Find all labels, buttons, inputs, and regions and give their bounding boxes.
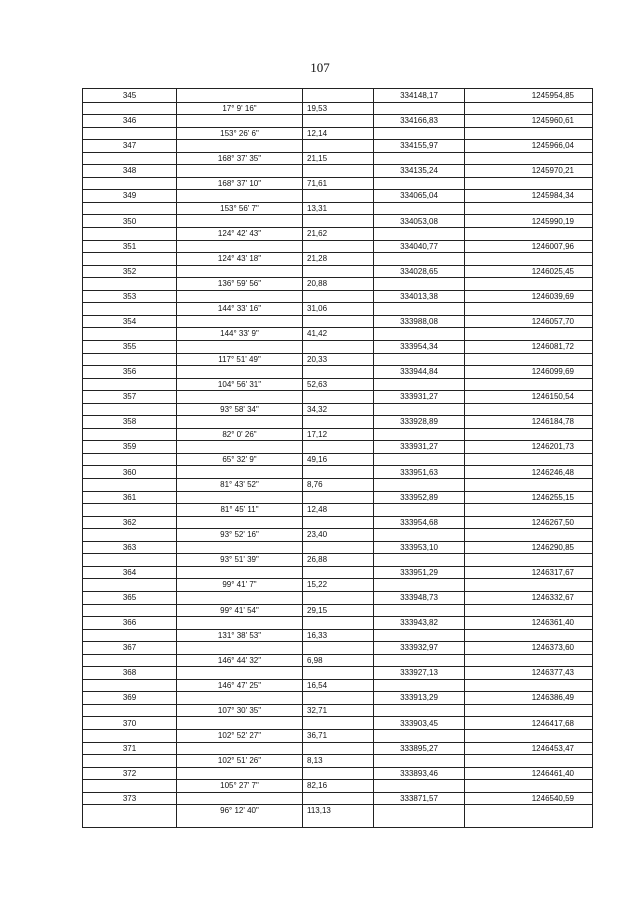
point-number: 356 xyxy=(122,367,137,377)
coordinate-y: 1246373,60 xyxy=(531,643,574,653)
row-divider xyxy=(83,604,592,605)
row-divider xyxy=(83,729,592,730)
point-number: 358 xyxy=(122,417,137,427)
row-divider xyxy=(83,528,592,529)
direction-angle: 136° 59' 56" xyxy=(217,279,262,289)
row-divider xyxy=(83,453,592,454)
row-divider xyxy=(83,804,592,805)
coordinate-y: 1246150,54 xyxy=(531,392,574,402)
direction-angle: 168° 37' 35" xyxy=(217,153,262,163)
point-number: 357 xyxy=(122,392,137,402)
segment-length: 71,61 xyxy=(307,178,328,188)
coordinate-x: 333954,68 xyxy=(400,517,438,527)
direction-angle: 124° 42' 43" xyxy=(217,229,262,238)
coordinate-y: 1246417,68 xyxy=(531,718,574,728)
direction-angle: 124° 43' 18" xyxy=(217,254,262,264)
coordinate-x: 333944,84 xyxy=(400,367,438,377)
table-row xyxy=(83,566,592,591)
segment-length: 15,22 xyxy=(307,580,328,590)
coordinate-y: 1246081,72 xyxy=(531,342,574,351)
coordinate-y: 1246453,47 xyxy=(531,743,574,753)
segment-length: 16,33 xyxy=(307,630,328,640)
table-row xyxy=(83,114,592,139)
row-divider xyxy=(83,252,592,253)
point-number: 373 xyxy=(122,793,137,803)
row-divider xyxy=(83,353,592,354)
segment-length: 29,15 xyxy=(307,605,328,615)
row-divider xyxy=(83,503,592,504)
coordinate-y: 1246377,43 xyxy=(531,668,574,678)
row-divider xyxy=(83,553,592,554)
direction-angle: 153° 56' 7" xyxy=(220,203,259,213)
row-divider xyxy=(83,578,592,579)
coordinate-y: 1246540,59 xyxy=(531,793,574,803)
coordinate-x: 333951,63 xyxy=(400,467,438,477)
row-divider xyxy=(83,704,592,705)
row-divider xyxy=(83,478,592,479)
direction-angle: 93° 58' 34" xyxy=(220,404,259,414)
coordinate-x: 334148,17 xyxy=(400,91,438,100)
coordinate-y: 1246332,67 xyxy=(531,593,574,602)
coordinate-y: 1246201,73 xyxy=(531,442,574,452)
point-number: 370 xyxy=(122,718,137,728)
point-number: 349 xyxy=(122,191,137,201)
segment-length: 6,98 xyxy=(307,655,323,665)
coordinate-y: 1246025,45 xyxy=(531,266,574,276)
table-row xyxy=(83,591,592,616)
direction-angle: 105° 27' 7" xyxy=(220,781,259,791)
segment-length: 113,13 xyxy=(307,806,331,816)
page-number: 107 xyxy=(310,60,330,75)
coordinate-y: 1245970,21 xyxy=(531,166,574,176)
segment-length: 12,48 xyxy=(307,505,328,515)
segment-length: 31,06 xyxy=(307,304,328,314)
segment-length: 13,31 xyxy=(307,203,328,213)
coordinate-x: 334065,04 xyxy=(400,191,438,201)
direction-angle: 102° 51' 26" xyxy=(217,756,262,766)
segment-length: 17,12 xyxy=(307,429,328,439)
row-divider xyxy=(83,177,592,178)
segment-length: 8,76 xyxy=(307,480,323,489)
segment-length: 8,13 xyxy=(307,756,323,766)
table-row xyxy=(83,415,592,440)
coordinate-x: 333871,57 xyxy=(400,793,438,803)
direction-angle: 81° 43' 52" xyxy=(220,480,259,489)
table-row xyxy=(83,641,592,666)
coordinate-y: 1245960,61 xyxy=(531,116,574,126)
point-number: 363 xyxy=(122,542,137,552)
segment-length: 32,71 xyxy=(307,705,328,715)
row-divider xyxy=(83,327,592,328)
direction-angle: 144° 33' 9" xyxy=(220,329,259,339)
coordinate-y: 1246184,78 xyxy=(531,417,574,427)
row-divider xyxy=(83,629,592,630)
direction-angle: 131° 38' 53" xyxy=(217,630,262,640)
direction-angle: 99° 41' 54" xyxy=(220,605,259,615)
coordinate-x: 333943,82 xyxy=(400,618,438,628)
coordinate-y: 1246290,85 xyxy=(531,542,574,552)
coordinate-y: 1245984,34 xyxy=(531,191,574,201)
row-divider xyxy=(83,127,592,128)
coordinate-y: 1246057,70 xyxy=(531,316,574,326)
coordinate-x: 333932,97 xyxy=(400,643,438,653)
direction-angle: 17° 9' 16" xyxy=(222,103,257,113)
coordinate-x: 333948,73 xyxy=(400,593,438,602)
table-row xyxy=(83,365,592,390)
row-divider xyxy=(83,428,592,429)
coordinate-x: 333931,27 xyxy=(400,392,438,402)
coordinate-y: 1246255,15 xyxy=(531,492,574,502)
coordinate-y: 1246007,96 xyxy=(531,241,574,251)
coordinate-y: 1246099,69 xyxy=(531,367,574,377)
point-number: 348 xyxy=(122,166,137,176)
table-row xyxy=(83,717,592,742)
row-divider xyxy=(83,779,592,780)
point-number: 355 xyxy=(122,342,137,351)
direction-angle: 82° 0' 26" xyxy=(222,429,257,439)
direction-angle: 144° 33' 16" xyxy=(217,304,262,314)
coordinate-x: 333903,45 xyxy=(400,718,438,728)
table-row xyxy=(83,315,592,340)
table-row xyxy=(83,792,592,817)
segment-length: 19,53 xyxy=(307,103,328,113)
table-row xyxy=(83,516,592,541)
coordinate-x: 334013,38 xyxy=(400,291,438,301)
coordinate-x: 334155,97 xyxy=(400,141,438,151)
direction-angle: 117° 51' 49" xyxy=(218,354,261,364)
coordinate-y: 1245966,04 xyxy=(531,141,574,151)
point-number: 367 xyxy=(122,643,137,653)
row-divider xyxy=(83,754,592,755)
table-row xyxy=(83,139,592,164)
table-row xyxy=(83,440,592,465)
table-row xyxy=(83,742,592,767)
point-number: 361 xyxy=(122,492,137,502)
coordinate-y: 1246361,40 xyxy=(531,618,574,628)
point-number: 353 xyxy=(122,291,137,301)
coordinate-x: 334135,24 xyxy=(400,166,438,176)
row-divider xyxy=(83,152,592,153)
coordinate-x: 334166,83 xyxy=(400,116,438,126)
coordinate-x: 333954,34 xyxy=(400,342,438,351)
coordinate-y: 1246317,67 xyxy=(531,567,574,577)
point-number: 362 xyxy=(122,517,137,527)
point-number: 360 xyxy=(122,467,137,477)
table-row xyxy=(83,89,592,114)
direction-angle: 81° 45' 11" xyxy=(220,505,259,515)
table-row xyxy=(83,616,592,641)
row-divider xyxy=(83,378,592,379)
direction-angle: 102° 52' 27" xyxy=(217,731,262,740)
direction-angle: 153° 26' 6" xyxy=(220,128,259,138)
table-row xyxy=(83,340,592,365)
segment-length: 20,88 xyxy=(307,279,328,289)
direction-angle: 93° 51' 39" xyxy=(220,555,259,565)
segment-length: 12,14 xyxy=(307,128,328,138)
point-number: 351 xyxy=(122,241,137,251)
coordinate-x: 333928,89 xyxy=(400,417,438,427)
point-number: 372 xyxy=(122,768,137,778)
coordinate-x: 334028,65 xyxy=(400,266,438,276)
point-number: 345 xyxy=(122,91,137,100)
coordinate-x: 333931,27 xyxy=(400,442,438,452)
row-divider xyxy=(83,202,592,203)
segment-length: 20,33 xyxy=(307,354,328,364)
direction-angle: 99° 41' 7" xyxy=(222,580,257,590)
direction-angle: 104° 56' 31" xyxy=(217,379,262,389)
coordinate-x: 333951,29 xyxy=(400,567,438,577)
coordinate-y: 1246246,48 xyxy=(531,467,574,477)
table-row xyxy=(83,691,592,716)
coordinate-x: 333913,29 xyxy=(400,693,438,703)
direction-angle: 146° 47' 25" xyxy=(217,680,262,690)
table-row xyxy=(83,767,592,792)
table-row xyxy=(83,164,592,189)
segment-length: 23,40 xyxy=(307,530,328,540)
point-number: 352 xyxy=(122,266,137,276)
coordinates-table xyxy=(82,88,593,828)
coordinate-y: 1246267,50 xyxy=(531,517,574,527)
row-divider xyxy=(83,679,592,680)
direction-angle: 107° 30' 35" xyxy=(217,705,262,715)
segment-length: 21,15 xyxy=(307,153,328,163)
row-divider xyxy=(83,403,592,404)
coordinate-x: 333893,46 xyxy=(400,768,438,778)
row-divider xyxy=(83,102,592,103)
coordinate-x: 333952,89 xyxy=(400,492,438,502)
point-number: 364 xyxy=(122,567,137,577)
direction-angle: 168° 37' 10" xyxy=(217,178,262,188)
table-row xyxy=(83,666,592,691)
point-number: 354 xyxy=(122,316,137,326)
coordinate-x: 333895,27 xyxy=(400,743,438,753)
table-row xyxy=(83,290,592,315)
segment-length: 26,88 xyxy=(307,555,328,565)
coordinate-x: 334053,08 xyxy=(400,216,438,226)
segment-length: 34,32 xyxy=(307,404,328,414)
point-number: 347 xyxy=(122,141,137,151)
row-divider xyxy=(83,227,592,228)
point-number: 371 xyxy=(122,743,137,753)
coordinate-x: 334040,77 xyxy=(400,241,438,251)
direction-angle: 93° 52' 16" xyxy=(220,530,259,540)
coordinate-y: 1246386,49 xyxy=(531,693,574,703)
table-row xyxy=(83,541,592,566)
segment-length: 52,63 xyxy=(307,379,328,389)
coordinate-x: 333927,13 xyxy=(400,668,438,678)
table-row xyxy=(83,491,592,516)
segment-length: 82,16 xyxy=(307,781,328,791)
coordinate-y: 1246461,40 xyxy=(531,768,574,778)
segment-length: 49,16 xyxy=(307,454,328,464)
row-divider xyxy=(83,277,592,278)
point-number: 365 xyxy=(122,593,137,602)
table-row xyxy=(83,265,592,290)
table-row xyxy=(83,215,592,240)
table-row xyxy=(83,189,592,214)
coordinate-y: 1245954,85 xyxy=(531,91,574,100)
segment-length: 21,62 xyxy=(307,229,328,238)
direction-angle: 96° 12' 40" xyxy=(220,806,259,816)
table-row xyxy=(83,240,592,265)
point-number: 359 xyxy=(122,442,137,452)
coordinate-x: 333988,08 xyxy=(400,316,438,326)
point-number: 346 xyxy=(122,116,137,126)
coordinate-y: 1246039,69 xyxy=(531,291,574,301)
point-number: 368 xyxy=(122,668,137,678)
direction-angle: 65° 32' 9" xyxy=(222,454,257,464)
coordinate-y: 1245990,19 xyxy=(531,216,574,226)
coordinate-x: 333953,10 xyxy=(400,542,438,552)
row-divider xyxy=(83,654,592,655)
segment-length: 21,28 xyxy=(307,254,328,264)
segment-length: 41,42 xyxy=(307,329,328,339)
point-number: 366 xyxy=(122,618,137,628)
row-divider xyxy=(83,302,592,303)
table-row xyxy=(83,466,592,491)
point-number: 369 xyxy=(122,693,137,703)
segment-length: 36,71 xyxy=(307,731,328,740)
table-row xyxy=(83,390,592,415)
direction-angle: 146° 44' 32" xyxy=(217,655,262,665)
point-number: 350 xyxy=(122,216,137,226)
segment-length: 16,54 xyxy=(307,680,328,690)
